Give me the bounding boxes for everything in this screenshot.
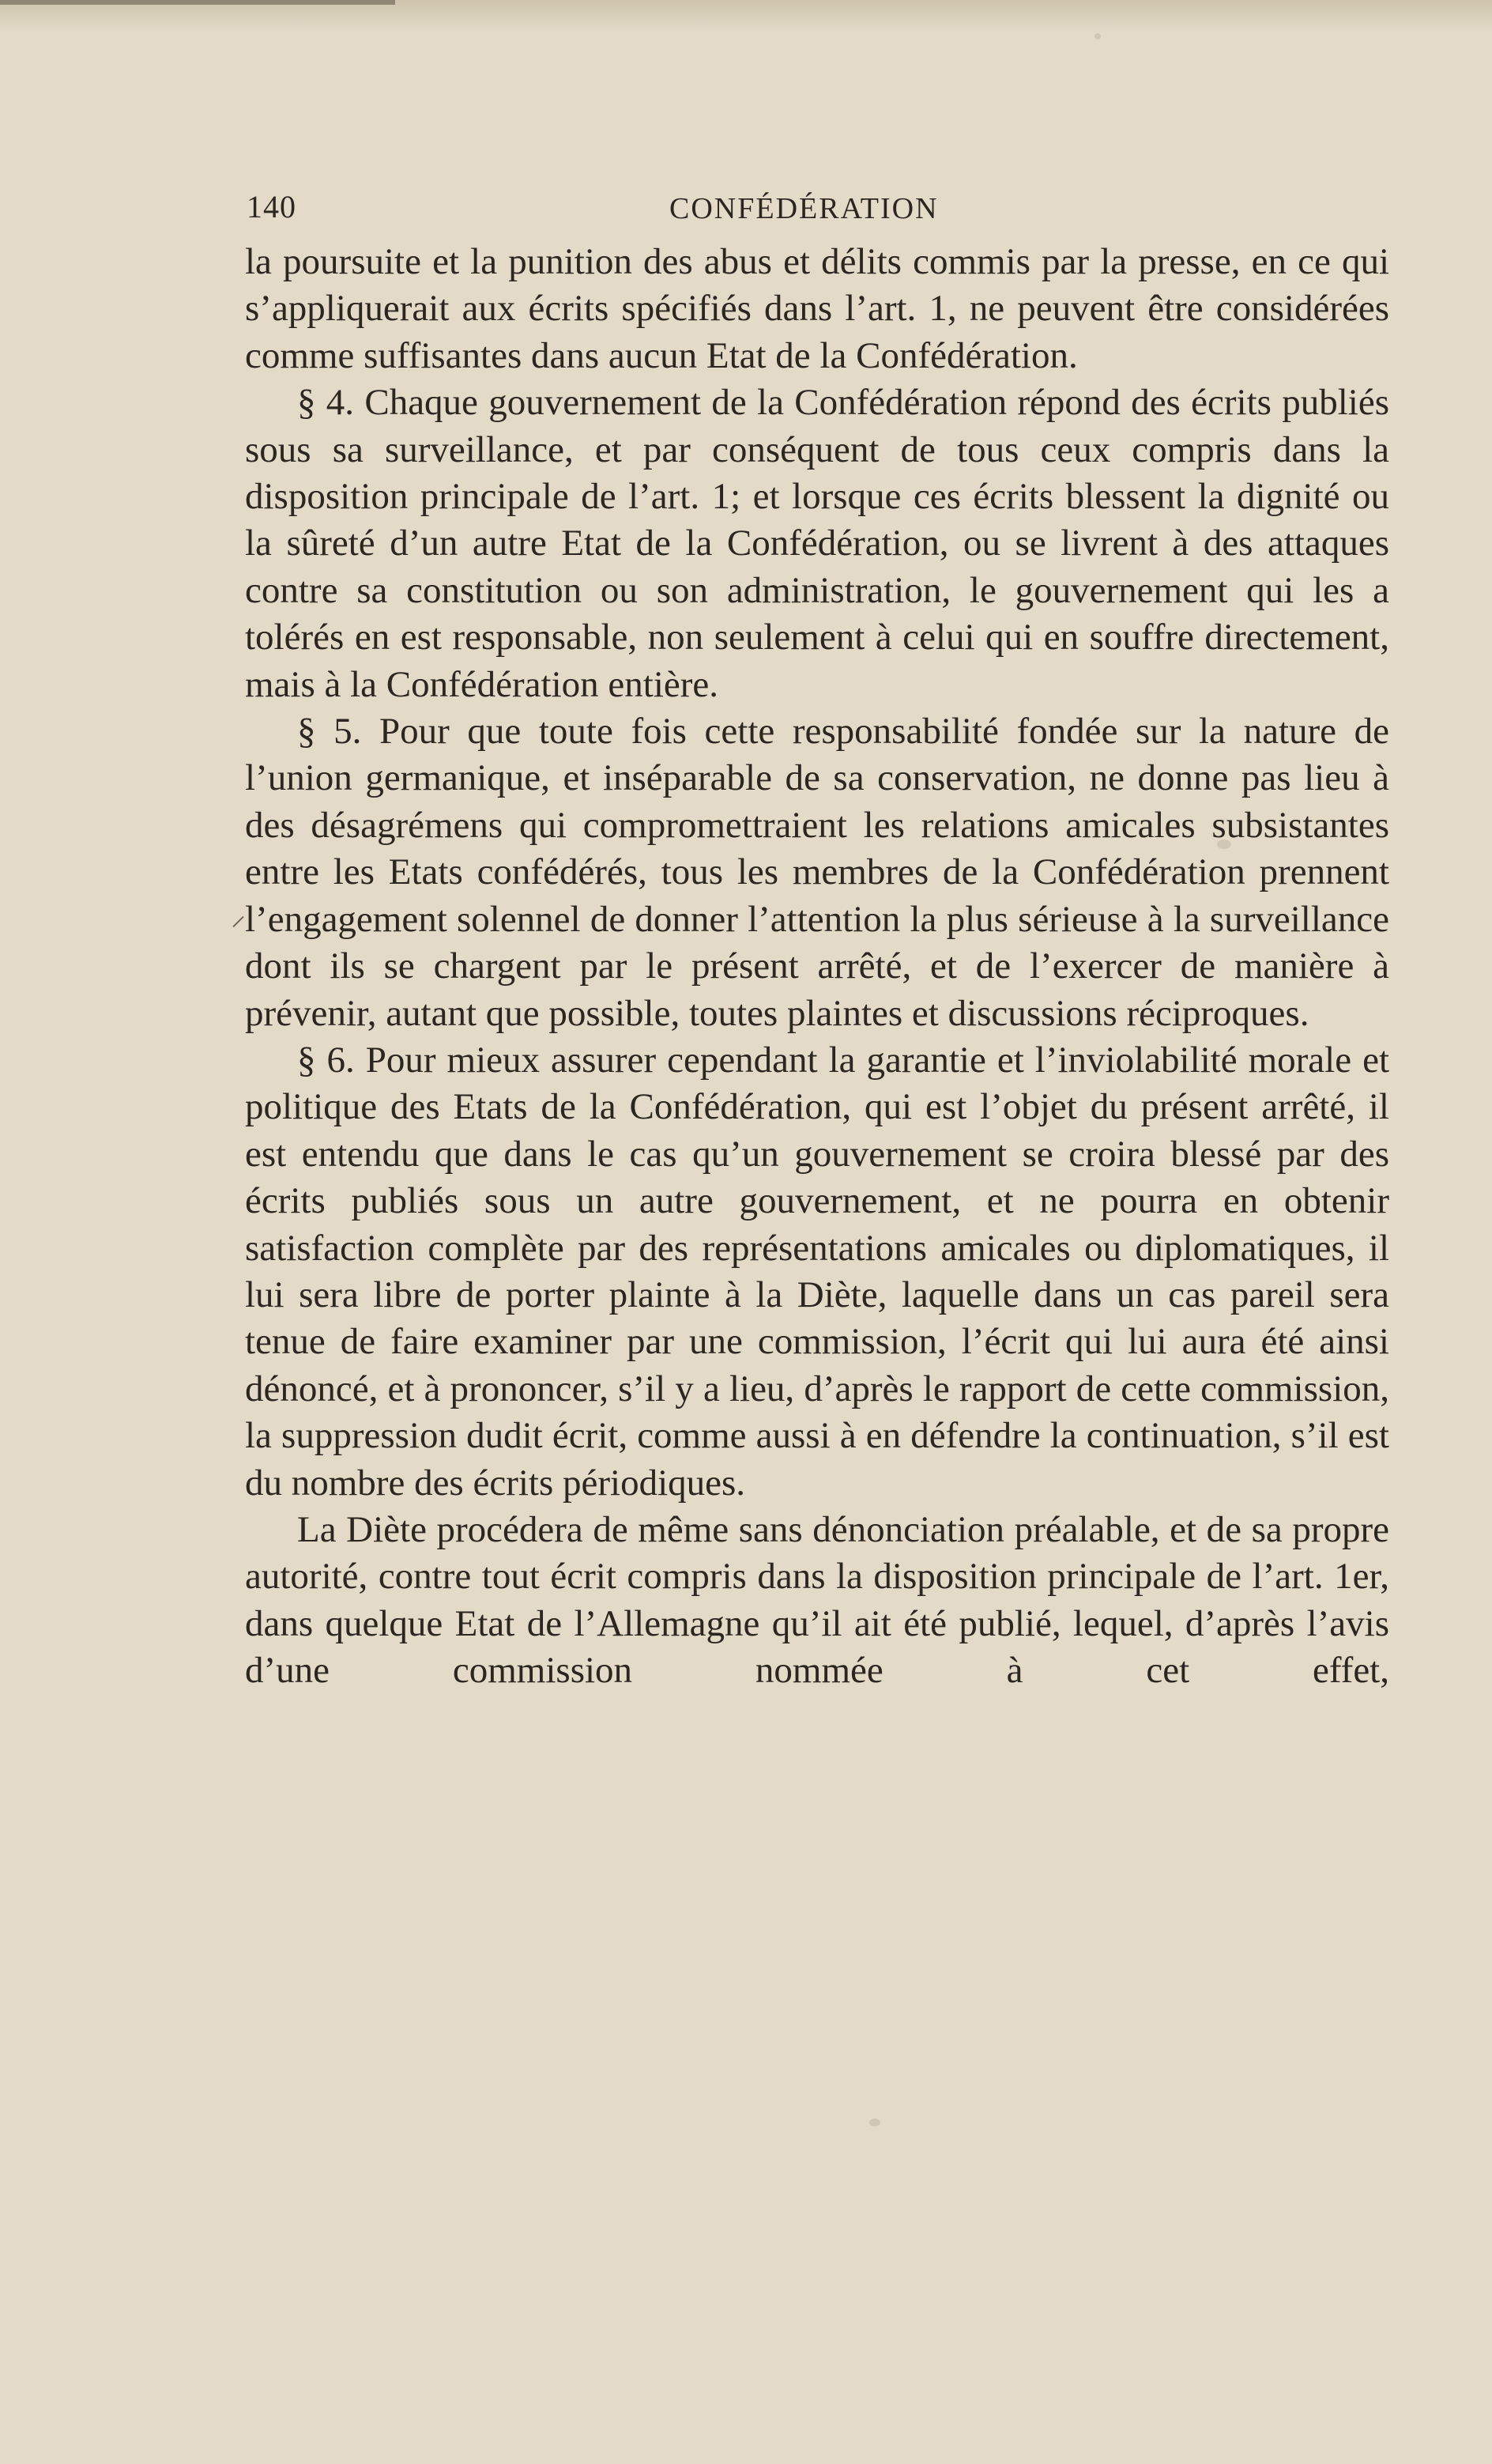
paragraph-section-4: § 4. Chaque gouvernement de la Confédération répond des écrits publiés sous sa surveillance, et par conséquent de tous ceux compris dans la disposition principale de l’art. 1; et lorsque ces écrits blessent la dignité ou la sûreté d’un autre Etat de la Confédération, ou se livrent à des attaques contre sa constitution ou son administration, le gouvernement qui les a tolérés en est responsable, non seulement à celui qui en souffre directement, mais à la Confédération entière. <box>245 382 1389 705</box>
marginal-mark: ⸝ <box>231 899 247 932</box>
running-title: CONFÉDÉRATION <box>669 192 939 225</box>
page-number: 140 <box>247 189 296 225</box>
paragraph-diet-procedure: La Diète procédera de même sans dénonciation préalable, et de sa propre autorité, contre tout écrit compris dans la disposition principale de l’art. 1er, dans quelque Etat de l’Allemagne qu’il ait été publié, lequel, d’après l’avis d’une commission nommée à cet effet, <box>245 1508 1389 1692</box>
page-header <box>247 188 1385 243</box>
top-edge-shadow <box>0 0 1492 33</box>
paper-spot <box>1095 33 1101 40</box>
paragraph-section-6: § 6. Pour mieux assurer cependant la garantie et l’inviolabilité morale et politique des Etats de la Confédération, qui est l’objet du présent arrêté, il est entendu que dans le cas qu’un gouvernement se croira blessé par des écrits publiés sous un autre gouvernement, et ne pourra en obtenir satisfaction complète par des représentations amicales ou diplomatiques, il lui sera libre de porter plainte à la Diète, laquelle dans un cas pareil sera tenue de faire examiner par une commission, l’écrit qui lui aura été ainsi dénoncé, et à prononcer, s’il y a lieu, d’après le rapport de cette commission, la suppression dudit écrit, comme aussi à en défendre la continuation, s’il est du nombre des écrits périodiques. <box>245 1039 1389 1504</box>
top-edge-rule <box>0 0 395 5</box>
body-text <box>245 239 1389 1695</box>
paragraph-section-5: § 5. Pour que toute fois cette responsabilité fondée sur la nature de l’union germanique, et inséparable de sa conservation, ne donne pas lieu à des désagrémens qui compromettraient les relations amicales subsistantes entre les Etats confédérés, tous les membres de la Confédération prennent l’engagement solennel de donner l’attention la plus sérieuse à la surveillance dont ils se chargent par le présent arrêté, et de l’exercer de manière à prévenir, autant que possible, toutes plaintes et discussions réciproques. <box>245 711 1389 1034</box>
paper-spot <box>869 2119 880 2126</box>
paragraph-continuation: la poursuite et la punition des abus et délits commis par la presse, en ce qui s’appliquerait aux écrits spécifiés dans l’art. 1, ne peuvent être considérées comme suffisantes dans aucun Etat de la Confédération. <box>245 241 1389 376</box>
